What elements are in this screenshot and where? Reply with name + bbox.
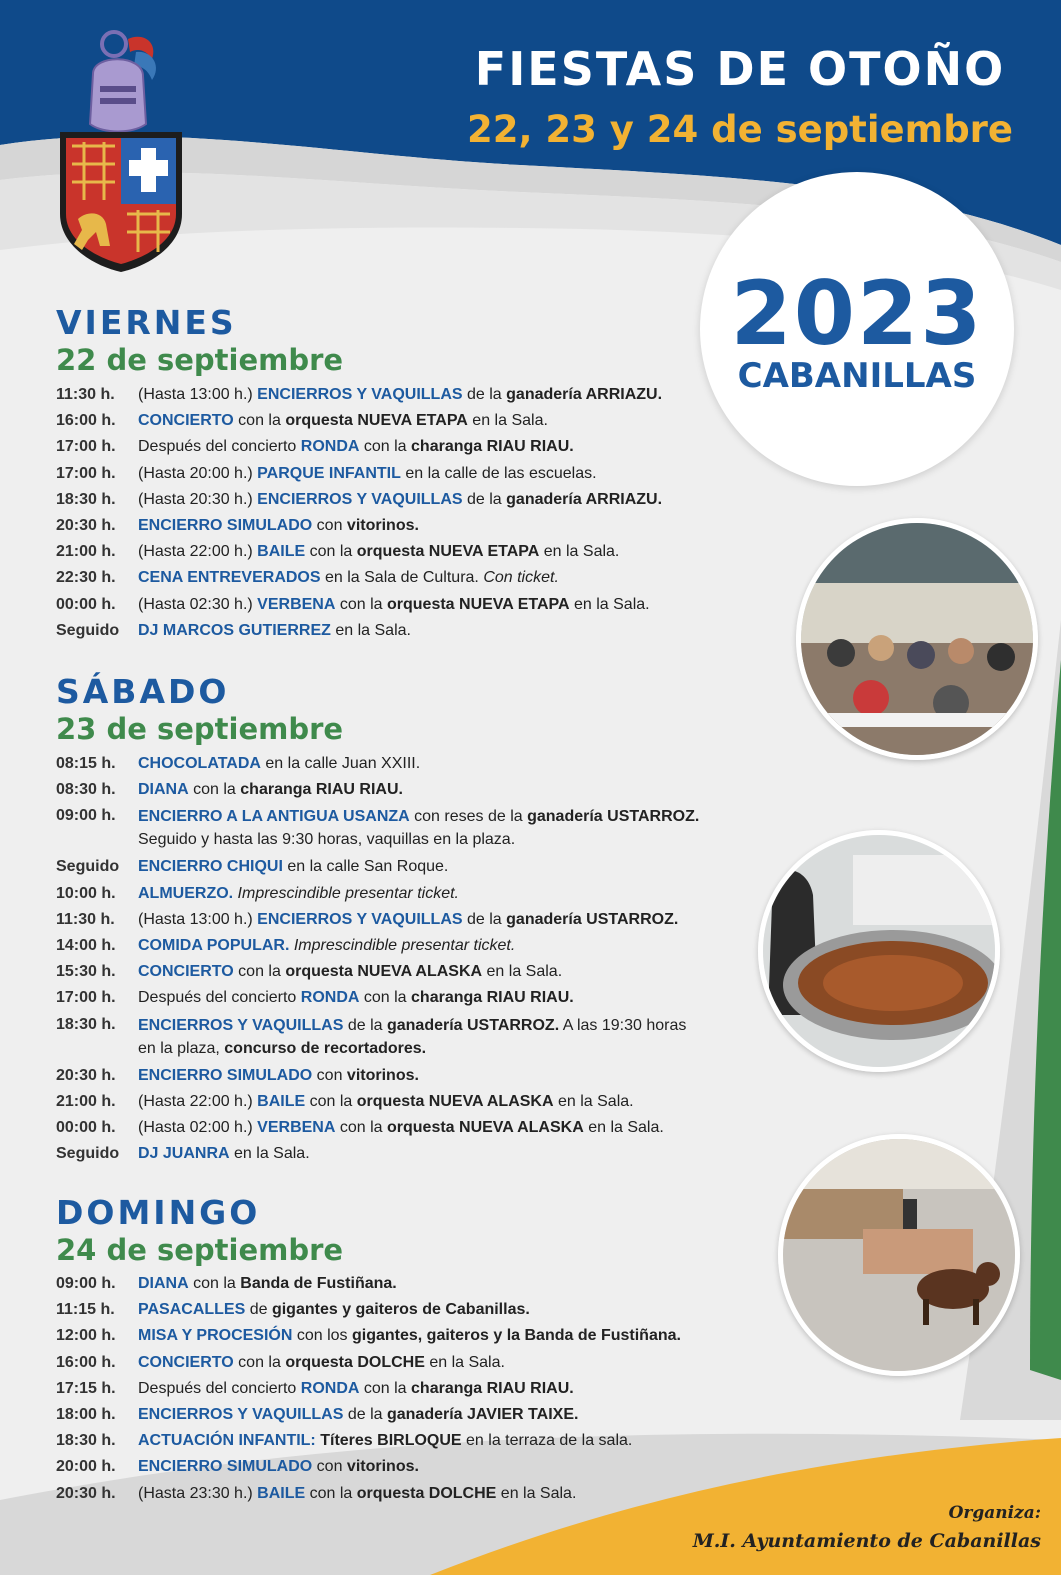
event-description: [138, 382, 778, 408]
year-label: 2023: [730, 262, 984, 365]
event-description: [138, 1271, 778, 1297]
event-time: 17:00 h.: [56, 438, 116, 456]
event-text: MISA Y PROCESIÓN: [138, 1327, 293, 1345]
event-time: 00:00 h.: [56, 1119, 116, 1137]
event-text: en la Sala.: [424, 1353, 505, 1371]
event-text: de la: [462, 910, 507, 928]
event-description: [138, 959, 778, 985]
event-time: 08:30 h.: [56, 781, 116, 799]
event-description: [138, 907, 778, 933]
event-text: con la: [305, 1092, 357, 1110]
event-text: ganadería USTARROZ.: [386, 1016, 560, 1034]
event-time: Seguido: [56, 621, 120, 639]
event-row: [56, 434, 778, 460]
event-text: en la calle de las escuelas.: [400, 464, 597, 482]
event-description: [138, 434, 778, 460]
event-row: [56, 382, 778, 408]
event-text: CENA ENTREVERADOS: [138, 569, 321, 587]
event-text: orquesta DOLCHE: [356, 1484, 497, 1502]
event-list-friday: [56, 382, 778, 644]
day-name: DOMINGO: [56, 1193, 261, 1232]
event-text: de la: [343, 1016, 387, 1034]
event-text: ENCIERRO SIMULADO: [138, 1458, 313, 1476]
event-text: en la terraza de la sala.: [461, 1432, 633, 1450]
event-row: [56, 408, 778, 434]
event-text: Después del concierto: [138, 1379, 301, 1397]
event-text: Títeres BIRLOQUE: [320, 1432, 462, 1450]
event-text: en la Sala.: [467, 412, 548, 430]
event-description: [138, 803, 778, 854]
event-text: ENCIERROS Y VAQUILLAS: [138, 1016, 344, 1034]
event-row: [56, 487, 778, 513]
event-description: [138, 751, 778, 777]
day-date: 24 de septiembre: [56, 1233, 344, 1267]
event-text: CHOCOLATADA: [138, 755, 261, 772]
organizer-name: M.I. Ayuntamiento de Cabanillas: [692, 1530, 1041, 1552]
event-text: orquesta NUEVA ALASKA: [356, 1092, 554, 1110]
day-date: 23 de septiembre: [56, 712, 344, 746]
event-row: [56, 1012, 778, 1063]
event-time: 20:30 h.: [56, 1484, 116, 1502]
event-text: DJ MARCOS GUTIERREZ: [138, 621, 331, 639]
event-text: con los: [292, 1327, 352, 1345]
event-text: en la Sala.: [482, 963, 563, 981]
event-text: orquesta NUEVA ALASKA: [387, 1119, 584, 1137]
event-description: [138, 1376, 778, 1402]
event-text: orquesta NUEVA ALASKA: [285, 963, 483, 981]
event-time: 16:00 h.: [56, 1353, 116, 1371]
event-time: 22:30 h.: [56, 569, 116, 587]
event-row: [56, 1454, 778, 1480]
event-text: con la: [233, 412, 286, 430]
event-text: con la: [359, 1379, 412, 1397]
day-date: 22 de septiembre: [56, 343, 344, 377]
event-text: ganadería USTARROZ.: [527, 808, 700, 826]
event-text: en la Sala de Cultura.: [320, 569, 484, 587]
event-text: (Hasta 22:00 h.): [138, 1092, 258, 1110]
event-description: [138, 408, 778, 434]
day-name: VIERNES: [56, 303, 237, 342]
event-row: [56, 1089, 778, 1115]
poster-title: FIESTAS DE OTOÑO: [474, 42, 1006, 96]
event-text: charanga RIAU RIAU.: [411, 989, 574, 1007]
event-time: Seguido: [56, 1145, 120, 1163]
event-time: 21:00 h.: [56, 1092, 116, 1110]
event-text: ENCIERRO A LA ANTIGUA USANZA: [138, 808, 410, 826]
event-row: [56, 959, 778, 985]
event-text: Banda de Fustiñana.: [240, 1275, 397, 1292]
event-text: ALMUERZO.: [138, 884, 234, 902]
event-row: [56, 1063, 778, 1089]
event-time: 18:30 h.: [56, 490, 116, 508]
event-text: en la Sala.: [496, 1484, 577, 1502]
event-text: en la Sala.: [330, 621, 411, 639]
event-row: [56, 854, 778, 880]
event-text: ENCIERRO CHIQUI: [138, 858, 283, 876]
event-description: [138, 461, 778, 487]
event-text: con la: [335, 1119, 387, 1137]
event-text: Después del concierto: [138, 989, 301, 1007]
event-time: 21:00 h.: [56, 543, 116, 561]
event-list-sunday: [56, 1271, 778, 1507]
event-time: 11:15 h.: [56, 1301, 115, 1319]
event-text: RONDA: [300, 438, 360, 456]
event-row: [56, 803, 778, 854]
event-time: 18:30 h.: [56, 1432, 116, 1450]
event-text: ENCIERROS Y VAQUILLAS: [257, 490, 463, 508]
event-row: [56, 1271, 778, 1297]
event-row: [56, 1428, 778, 1454]
event-description: [138, 777, 778, 803]
event-text: orquesta NUEVA ETAPA: [356, 543, 540, 561]
event-text: RONDA: [300, 989, 360, 1007]
event-text: ENCIERROS Y VAQUILLAS: [257, 910, 463, 928]
organizer-label: Organiza:: [948, 1503, 1041, 1523]
event-time: Seguido: [56, 858, 120, 876]
festival-dates: 22, 23 y 24 de septiembre: [466, 108, 1014, 151]
event-time: 20:00 h.: [56, 1458, 116, 1476]
event-row: [56, 1402, 778, 1428]
event-text: BAILE: [257, 543, 306, 561]
event-row: [56, 618, 778, 644]
day-heading-sunday: [56, 1194, 343, 1268]
event-text: ACTUACIÓN INFANTIL:: [138, 1432, 316, 1450]
event-text: con la: [188, 1275, 241, 1292]
event-text: vitorinos.: [346, 1066, 419, 1084]
event-time: 17:15 h.: [56, 1379, 116, 1397]
day-heading-friday: [56, 304, 343, 378]
event-time: 14:00 h.: [56, 937, 116, 955]
photo-paella: [758, 830, 1000, 1072]
event-text: con: [312, 517, 347, 535]
event-text: con la: [359, 438, 412, 456]
event-text: charanga RIAU RIAU.: [240, 781, 403, 799]
event-text: charanga RIAU RIAU.: [411, 438, 574, 456]
event-description: [138, 1323, 778, 1349]
event-time: 16:00 h.: [56, 412, 116, 430]
event-row: [56, 907, 778, 933]
event-text: BAILE: [257, 1092, 306, 1110]
event-row: [56, 565, 778, 591]
event-time: 15:30 h.: [56, 963, 116, 981]
event-description: [138, 539, 778, 565]
event-row: [56, 513, 778, 539]
event-text: ENCIERROS Y VAQUILLAS: [257, 386, 463, 403]
event-text: orquesta DOLCHE: [285, 1353, 425, 1371]
event-row: [56, 933, 778, 959]
event-text: DIANA: [138, 1275, 189, 1292]
event-description: [138, 1428, 778, 1454]
event-text: en la Sala.: [229, 1145, 310, 1163]
event-row: [56, 592, 778, 618]
event-time: 10:00 h.: [56, 884, 116, 902]
event-description: [138, 1297, 778, 1323]
event-description: [138, 618, 778, 644]
event-text: de: [245, 1301, 272, 1319]
event-text: con reses de la: [409, 808, 528, 826]
event-text: de la: [462, 490, 507, 508]
event-time: 00:00 h.: [56, 595, 116, 613]
event-text: ganadería JAVIER TAIXE.: [386, 1406, 579, 1424]
event-text: con: [312, 1458, 347, 1476]
event-text: RONDA: [300, 1379, 360, 1397]
event-text: orquesta NUEVA ETAPA: [285, 412, 468, 430]
event-text: con la: [305, 543, 357, 561]
event-list-saturday: [56, 751, 778, 1167]
event-row: [56, 1115, 778, 1141]
event-row: [56, 751, 778, 777]
event-time: 20:30 h.: [56, 1066, 116, 1084]
event-text: (Hasta 13:00 h.): [138, 386, 258, 403]
photo-bull: [778, 1134, 1020, 1376]
event-text: ENCIERRO SIMULADO: [138, 1066, 313, 1084]
event-description: [138, 1012, 778, 1063]
event-row: [56, 1376, 778, 1402]
event-description: [138, 881, 778, 907]
event-row: [56, 461, 778, 487]
event-text: (Hasta 02:00 h.): [138, 1119, 258, 1137]
event-text: vitorinos.: [346, 517, 419, 535]
event-time: 12:00 h.: [56, 1327, 116, 1345]
event-text: CONCIERTO: [138, 963, 234, 981]
event-text: vitorinos.: [346, 1458, 419, 1476]
event-time: 17:00 h.: [56, 464, 116, 482]
event-row: [56, 1141, 778, 1167]
event-text: PASACALLES: [138, 1301, 246, 1319]
event-row: [56, 539, 778, 565]
event-time: 17:00 h.: [56, 989, 116, 1007]
event-text: DJ JUANRA: [138, 1145, 230, 1163]
event-text: (Hasta 23:30 h.): [138, 1484, 258, 1502]
event-description: [138, 592, 778, 618]
event-description: [138, 985, 778, 1011]
event-text: (Hasta 20:00 h.): [138, 464, 258, 482]
event-text: con la: [305, 1484, 357, 1502]
coat-of-arms-icon: [48, 14, 190, 276]
event-description: [138, 1141, 778, 1167]
event-time: 18:00 h.: [56, 1406, 116, 1424]
town-label: CABANILLAS: [737, 356, 977, 396]
event-text: en la plaza,: [138, 1039, 225, 1057]
event-text: ENCIERRO SIMULADO: [138, 517, 313, 535]
event-description: [138, 1089, 778, 1115]
event-text: con la: [359, 989, 412, 1007]
event-text: COMIDA POPULAR.: [138, 937, 290, 955]
photo-dinner: [796, 518, 1038, 760]
event-row: [56, 1350, 778, 1376]
event-text: PARQUE INFANTIL: [257, 464, 401, 482]
event-description: [138, 854, 778, 880]
event-text: DIANA: [138, 781, 189, 799]
event-time: 11:30 h.: [56, 910, 115, 928]
event-text: ENCIERROS Y VAQUILLAS: [138, 1406, 344, 1424]
event-time: 09:00 h.: [56, 807, 116, 825]
event-text: en la Sala.: [569, 595, 650, 613]
day-heading-saturday: [56, 673, 343, 747]
event-row: [56, 1323, 778, 1349]
event-row: [56, 881, 778, 907]
event-description: [138, 1481, 778, 1507]
event-row: [56, 1481, 778, 1507]
event-time: 09:00 h.: [56, 1275, 116, 1292]
event-description: [138, 1350, 778, 1376]
event-row: [56, 777, 778, 803]
event-text: Imprescindible presentar ticket.: [233, 884, 459, 902]
event-description: [138, 1115, 778, 1141]
event-text: en la Sala.: [553, 1092, 634, 1110]
event-description: [138, 1454, 778, 1480]
event-text: CONCIERTO: [138, 412, 234, 430]
event-text: gigantes, gaiteros y la Banda de Fustiñana.: [352, 1327, 681, 1345]
event-text: Imprescindible presentar ticket.: [289, 937, 516, 955]
event-text: ganadería ARRIAZU.: [506, 386, 663, 403]
event-text: concurso de recortadores.: [224, 1039, 427, 1057]
event-text: en la calle San Roque.: [282, 858, 449, 876]
event-description: [138, 1402, 778, 1428]
event-description: [138, 565, 778, 591]
event-text: Después del concierto: [138, 438, 301, 456]
event-text: ganadería ARRIAZU.: [506, 490, 663, 508]
event-text: en la calle Juan XXIII.: [260, 755, 421, 772]
event-text: (Hasta 02:30 h.): [138, 595, 258, 613]
event-text: en la Sala.: [583, 1119, 664, 1137]
day-name: SÁBADO: [56, 672, 230, 711]
event-text: (Hasta 22:00 h.): [138, 543, 258, 561]
event-time: 18:30 h.: [56, 1015, 116, 1033]
event-row: [56, 985, 778, 1011]
event-text: (Hasta 20:30 h.): [138, 490, 258, 508]
event-time: 11:30 h.: [56, 386, 115, 403]
event-text: con la: [233, 963, 286, 981]
event-description: [138, 933, 778, 959]
event-text: con la: [188, 781, 241, 799]
event-text: orquesta NUEVA ETAPA: [387, 595, 570, 613]
event-time: 20:30 h.: [56, 517, 116, 535]
event-time: 08:15 h.: [56, 755, 116, 772]
event-description: [138, 513, 778, 539]
event-text: con la: [335, 595, 387, 613]
event-text: de la: [462, 386, 507, 403]
event-text: VERBENA: [257, 595, 336, 613]
event-text: gigantes y gaiteros de Cabanillas.: [271, 1301, 530, 1319]
event-text: con: [312, 1066, 347, 1084]
event-text: Con ticket.: [483, 569, 559, 587]
event-text: (Hasta 13:00 h.): [138, 910, 258, 928]
event-text: de la: [343, 1406, 387, 1424]
event-description: [138, 1063, 778, 1089]
event-text: CONCIERTO: [138, 1353, 234, 1371]
event-description: [138, 487, 778, 513]
event-text: A las 19:30 horas: [559, 1016, 687, 1034]
event-text: Seguido y hasta las 9:30 horas, vaquillas en la plaza.: [138, 831, 516, 849]
event-text: en la Sala.: [539, 543, 620, 561]
event-text: con la: [233, 1353, 286, 1371]
event-text: VERBENA: [257, 1119, 336, 1137]
event-row: [56, 1297, 778, 1323]
event-text: charanga RIAU RIAU.: [411, 1379, 574, 1397]
event-text: BAILE: [257, 1484, 306, 1502]
event-text: ganadería USTARROZ.: [506, 910, 679, 928]
